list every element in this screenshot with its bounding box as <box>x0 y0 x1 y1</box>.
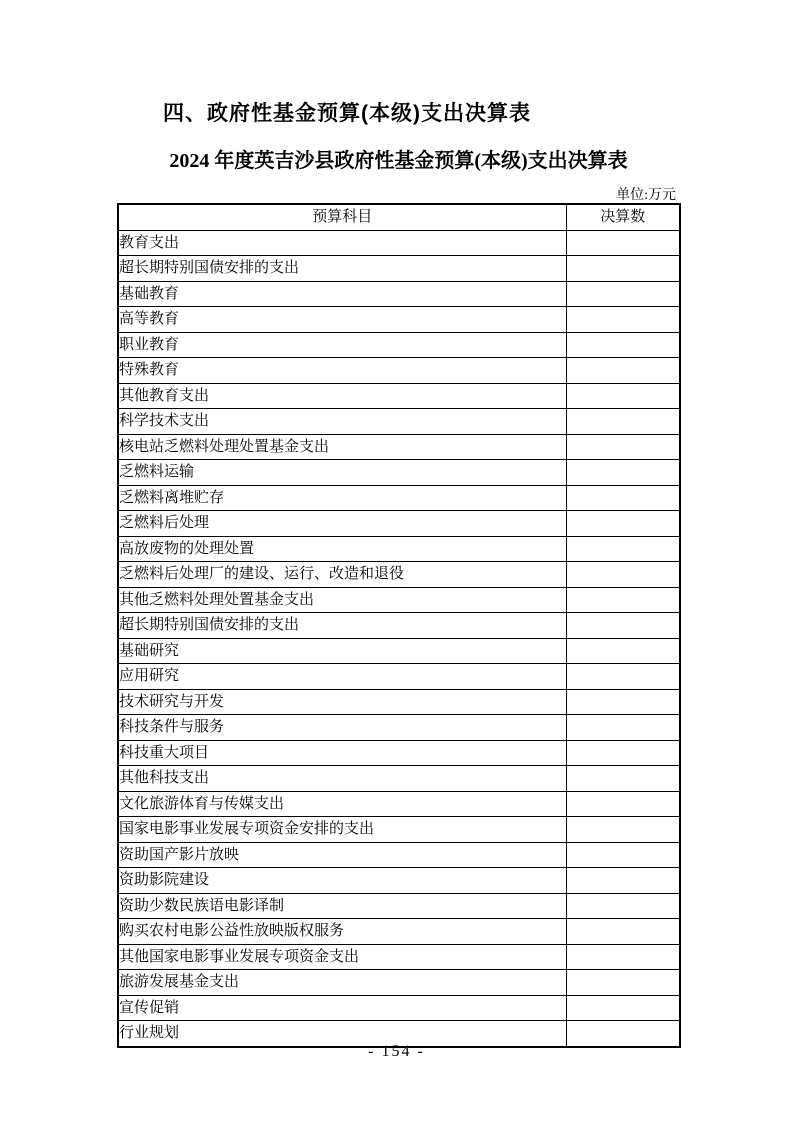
final-amount-cell <box>566 893 680 919</box>
table-row <box>118 460 680 486</box>
table-row <box>118 256 680 282</box>
table-row <box>118 434 680 460</box>
budget-subject-cell: 购买农村电影公益性放映版权服务 <box>118 919 566 945</box>
final-amount-cell <box>566 434 680 460</box>
table-row <box>118 613 680 639</box>
table-row <box>118 995 680 1021</box>
budget-subject-cell: 其他教育支出 <box>118 383 566 409</box>
final-amount-cell <box>566 740 680 766</box>
final-amount-cell <box>566 944 680 970</box>
budget-subject-cell: 基础研究 <box>118 638 566 664</box>
final-amount-cell <box>566 358 680 384</box>
table-title: 2024 年度英吉沙县政府性基金预算(本级)支出决算表 <box>169 150 628 172</box>
budget-subject-cell: 高放废物的处理处置 <box>118 536 566 562</box>
budget-subject-cell: 其他国家电影事业发展专项资金支出 <box>118 944 566 970</box>
table-row <box>118 893 680 919</box>
final-amount-cell <box>566 536 680 562</box>
budget-subject-cell: 超长期特别国债安排的支出 <box>118 613 566 639</box>
budget-table <box>117 203 681 1048</box>
budget-subject-cell: 国家电影事业发展专项资金安排的支出 <box>118 817 566 843</box>
page-number: - 154 - <box>368 1043 425 1060</box>
final-amount-cell <box>566 664 680 690</box>
table-row <box>118 511 680 537</box>
budget-subject-cell: 技术研究与开发 <box>118 689 566 715</box>
section-title: 四、政府性基金预算(本级)支出决算表 <box>163 102 531 125</box>
final-amount-cell <box>566 970 680 996</box>
table-row <box>118 281 680 307</box>
budget-subject-cell: 基础教育 <box>118 281 566 307</box>
table-row <box>118 740 680 766</box>
table-row <box>118 970 680 996</box>
final-amount-cell <box>566 460 680 486</box>
budget-subject-cell: 高等教育 <box>118 307 566 333</box>
budget-subject-cell: 文化旅游体育与传媒支出 <box>118 791 566 817</box>
final-amount-cell <box>566 766 680 792</box>
final-amount-cell <box>566 307 680 333</box>
final-amount-cell <box>566 638 680 664</box>
budget-subject-cell: 科技重大项目 <box>118 740 566 766</box>
budget-subject-cell: 资助影院建设 <box>118 868 566 894</box>
final-amount-cell <box>566 817 680 843</box>
final-amount-cell <box>566 919 680 945</box>
unit-note: 单位:万元 <box>616 188 676 203</box>
final-amount-cell <box>566 409 680 435</box>
table-row <box>118 868 680 894</box>
budget-subject-cell: 其他乏燃料处理处置基金支出 <box>118 587 566 613</box>
table-row <box>118 842 680 868</box>
final-amount-cell <box>566 230 680 256</box>
table-row <box>118 409 680 435</box>
budget-subject-cell: 超长期特别国债安排的支出 <box>118 256 566 282</box>
table-row <box>118 485 680 511</box>
budget-subject-cell: 特殊教育 <box>118 358 566 384</box>
table-row <box>118 358 680 384</box>
table-row <box>118 332 680 358</box>
table-row <box>118 562 680 588</box>
final-amount-cell <box>566 791 680 817</box>
budget-subject-cell: 核电站乏燃料处理处置基金支出 <box>118 434 566 460</box>
final-amount-cell <box>566 995 680 1021</box>
table-header-row <box>118 204 680 230</box>
budget-subject-cell: 教育支出 <box>118 230 566 256</box>
table-row <box>118 944 680 970</box>
table-row <box>118 638 680 664</box>
table-row <box>118 307 680 333</box>
budget-subject-cell: 应用研究 <box>118 664 566 690</box>
budget-subject-cell: 乏燃料后处理厂的建设、运行、改造和退役 <box>118 562 566 588</box>
budget-subject-cell: 科学技术支出 <box>118 409 566 435</box>
table-row <box>118 689 680 715</box>
final-amount-cell <box>566 281 680 307</box>
table-body <box>118 230 680 1047</box>
budget-subject-cell: 其他科技支出 <box>118 766 566 792</box>
final-amount-cell <box>566 842 680 868</box>
final-amount-cell <box>566 511 680 537</box>
budget-subject-cell: 乏燃料离堆贮存 <box>118 485 566 511</box>
table-row <box>118 664 680 690</box>
final-amount-cell <box>566 383 680 409</box>
column-header-subject: 预算科目 <box>118 204 566 230</box>
table-row <box>118 383 680 409</box>
budget-subject-cell: 旅游发展基金支出 <box>118 970 566 996</box>
final-amount-cell <box>566 715 680 741</box>
table-row <box>118 919 680 945</box>
budget-subject-cell: 科技条件与服务 <box>118 715 566 741</box>
final-amount-cell <box>566 562 680 588</box>
table-row <box>118 536 680 562</box>
final-amount-cell <box>566 485 680 511</box>
table-row <box>118 230 680 256</box>
final-amount-cell <box>566 613 680 639</box>
table-row <box>118 587 680 613</box>
budget-subject-cell: 资助国产影片放映 <box>118 842 566 868</box>
final-amount-cell <box>566 256 680 282</box>
budget-subject-cell: 乏燃料运输 <box>118 460 566 486</box>
budget-subject-cell: 乏燃料后处理 <box>118 511 566 537</box>
budget-subject-cell: 职业教育 <box>118 332 566 358</box>
budget-subject-cell: 宣传促销 <box>118 995 566 1021</box>
final-amount-cell <box>566 332 680 358</box>
table-row <box>118 766 680 792</box>
table-row <box>118 817 680 843</box>
budget-subject-cell: 资助少数民族语电影译制 <box>118 893 566 919</box>
table-row <box>118 715 680 741</box>
final-amount-cell <box>566 587 680 613</box>
final-amount-cell <box>566 689 680 715</box>
table-row <box>118 791 680 817</box>
final-amount-cell <box>566 868 680 894</box>
budget-subject-cell: 行业规划 <box>118 1021 566 1047</box>
column-header-amount: 决算数 <box>566 204 680 230</box>
